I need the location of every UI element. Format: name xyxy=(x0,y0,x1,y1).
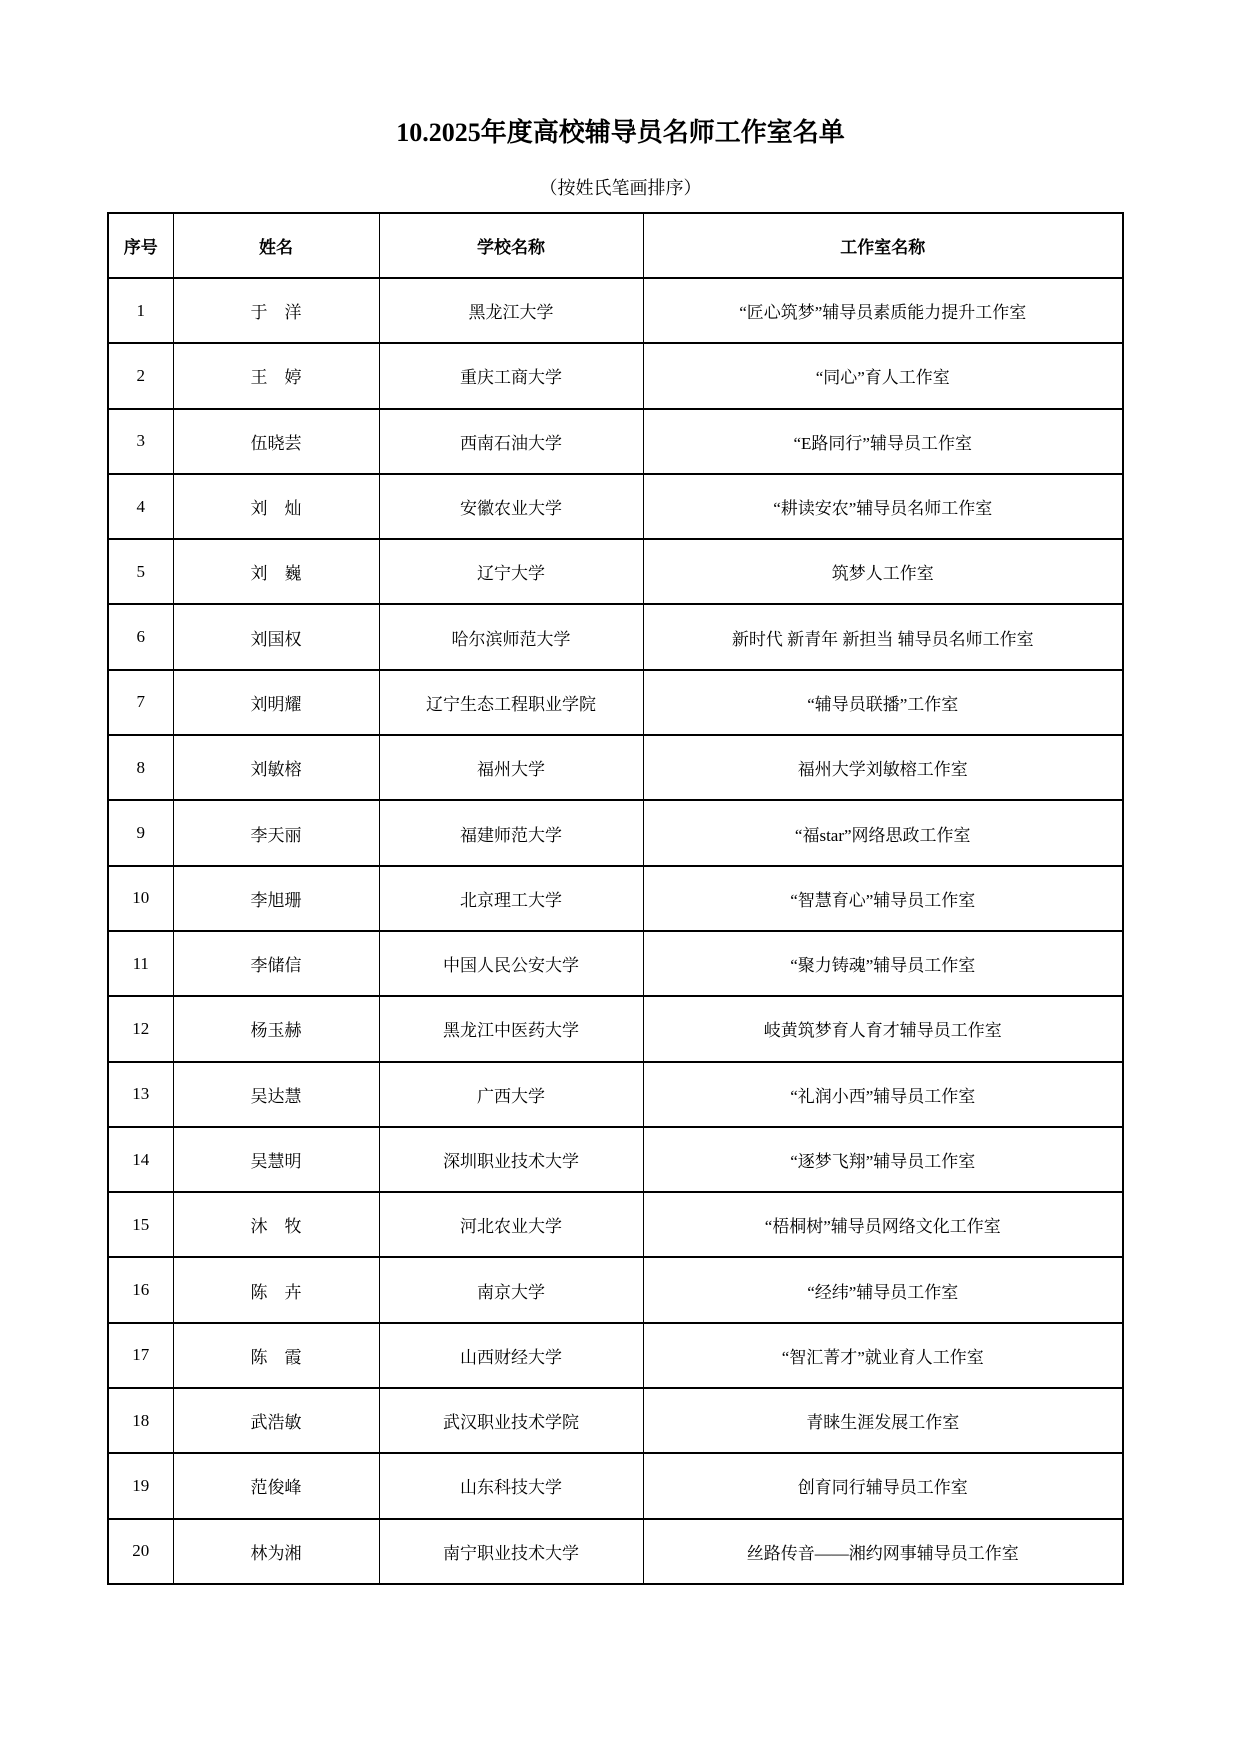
cell-studio: “耕读安农”辅导员名师工作室 xyxy=(643,474,1123,539)
cell-name: 杨玉赫 xyxy=(173,996,379,1061)
table-row xyxy=(108,996,1123,1061)
cell-school: 北京理工大学 xyxy=(379,866,643,931)
cell-school: 辽宁大学 xyxy=(379,539,643,604)
cell-name: 范俊峰 xyxy=(173,1453,379,1518)
cell-serial: 14 xyxy=(108,1127,173,1192)
cell-studio: 筑梦人工作室 xyxy=(643,539,1123,604)
cell-serial: 19 xyxy=(108,1453,173,1518)
table-row xyxy=(108,604,1123,669)
table-row xyxy=(108,1062,1123,1127)
cell-studio: 青睐生涯发展工作室 xyxy=(643,1388,1123,1453)
cell-name: 林为湘 xyxy=(173,1519,379,1584)
cell-school: 武汉职业技术学院 xyxy=(379,1388,643,1453)
cell-name: 李旭珊 xyxy=(173,866,379,931)
table-row xyxy=(108,931,1123,996)
cell-serial: 3 xyxy=(108,409,173,474)
header-row xyxy=(108,213,1123,278)
cell-studio: 岐黄筑梦育人育才辅导员工作室 xyxy=(643,996,1123,1061)
cell-school: 深圳职业技术大学 xyxy=(379,1127,643,1192)
cell-studio: “逐梦飞翔”辅导员工作室 xyxy=(643,1127,1123,1192)
cell-name: 刘国权 xyxy=(173,604,379,669)
header-name: 姓名 xyxy=(173,213,379,278)
workshop-roster-table xyxy=(107,212,1124,1585)
cell-school: 黑龙江中医药大学 xyxy=(379,996,643,1061)
cell-name: 刘敏榕 xyxy=(173,735,379,800)
cell-studio: “辅导员联播”工作室 xyxy=(643,670,1123,735)
cell-name: 王 婷 xyxy=(173,343,379,408)
table-row xyxy=(108,409,1123,474)
cell-studio: “同心”育人工作室 xyxy=(643,343,1123,408)
cell-serial: 17 xyxy=(108,1323,173,1388)
cell-serial: 7 xyxy=(108,670,173,735)
table-row xyxy=(108,1519,1123,1584)
cell-school: 重庆工商大学 xyxy=(379,343,643,408)
cell-name: 李天丽 xyxy=(173,800,379,865)
cell-serial: 15 xyxy=(108,1192,173,1257)
cell-school: 中国人民公安大学 xyxy=(379,931,643,996)
table-row xyxy=(108,1192,1123,1257)
cell-studio: “匠心筑梦”辅导员素质能力提升工作室 xyxy=(643,278,1123,343)
header-serial: 序号 xyxy=(108,213,173,278)
cell-serial: 16 xyxy=(108,1257,173,1322)
table-row xyxy=(108,1453,1123,1518)
cell-serial: 20 xyxy=(108,1519,173,1584)
cell-studio: 丝路传音——湘约网事辅导员工作室 xyxy=(643,1519,1123,1584)
page-title: 10.2025年度高校辅导员名师工作室名单 xyxy=(396,118,845,147)
cell-name: 刘明耀 xyxy=(173,670,379,735)
cell-serial: 8 xyxy=(108,735,173,800)
cell-name: 刘 灿 xyxy=(173,474,379,539)
cell-studio: 福州大学刘敏榕工作室 xyxy=(643,735,1123,800)
table-row xyxy=(108,1127,1123,1192)
cell-school: 安徽农业大学 xyxy=(379,474,643,539)
cell-studio: “福star”网络思政工作室 xyxy=(643,800,1123,865)
cell-studio: 新时代 新青年 新担当 辅导员名师工作室 xyxy=(643,604,1123,669)
table-row xyxy=(108,343,1123,408)
cell-serial: 9 xyxy=(108,800,173,865)
table-row xyxy=(108,670,1123,735)
cell-studio: “智汇菁才”就业育人工作室 xyxy=(643,1323,1123,1388)
cell-name: 陈 卉 xyxy=(173,1257,379,1322)
table-row xyxy=(108,1388,1123,1453)
cell-serial: 6 xyxy=(108,604,173,669)
cell-school: 辽宁生态工程职业学院 xyxy=(379,670,643,735)
cell-school: 福建师范大学 xyxy=(379,800,643,865)
cell-school: 哈尔滨师范大学 xyxy=(379,604,643,669)
cell-school: 广西大学 xyxy=(379,1062,643,1127)
table-row xyxy=(108,735,1123,800)
cell-school: 山东科技大学 xyxy=(379,1453,643,1518)
table-row xyxy=(108,539,1123,604)
cell-name: 伍晓芸 xyxy=(173,409,379,474)
cell-studio: “智慧育心”辅导员工作室 xyxy=(643,866,1123,931)
cell-serial: 2 xyxy=(108,343,173,408)
table-row xyxy=(108,800,1123,865)
table-row xyxy=(108,1323,1123,1388)
cell-serial: 18 xyxy=(108,1388,173,1453)
cell-name: 李储信 xyxy=(173,931,379,996)
cell-studio: “E路同行”辅导员工作室 xyxy=(643,409,1123,474)
cell-serial: 12 xyxy=(108,996,173,1061)
cell-name: 沐 牧 xyxy=(173,1192,379,1257)
cell-name: 陈 霞 xyxy=(173,1323,379,1388)
cell-name: 于 洋 xyxy=(173,278,379,343)
table-header xyxy=(108,213,1123,278)
cell-studio: “礼润小西”辅导员工作室 xyxy=(643,1062,1123,1127)
cell-school: 河北农业大学 xyxy=(379,1192,643,1257)
table-row xyxy=(108,866,1123,931)
cell-name: 刘 巍 xyxy=(173,539,379,604)
cell-serial: 1 xyxy=(108,278,173,343)
cell-serial: 11 xyxy=(108,931,173,996)
cell-school: 南京大学 xyxy=(379,1257,643,1322)
page-subtitle: （按姓氏笔画排序） xyxy=(539,178,702,198)
cell-studio: “经纬”辅导员工作室 xyxy=(643,1257,1123,1322)
table-row xyxy=(108,278,1123,343)
cell-name: 吴达慧 xyxy=(173,1062,379,1127)
cell-school: 山西财经大学 xyxy=(379,1323,643,1388)
cell-name: 吴慧明 xyxy=(173,1127,379,1192)
cell-serial: 13 xyxy=(108,1062,173,1127)
cell-school: 南宁职业技术大学 xyxy=(379,1519,643,1584)
cell-school: 西南石油大学 xyxy=(379,409,643,474)
cell-serial: 4 xyxy=(108,474,173,539)
table-row xyxy=(108,474,1123,539)
cell-serial: 5 xyxy=(108,539,173,604)
cell-studio: “聚力铸魂”辅导员工作室 xyxy=(643,931,1123,996)
table-body xyxy=(108,278,1123,1584)
cell-school: 黑龙江大学 xyxy=(379,278,643,343)
cell-studio: 创育同行辅导员工作室 xyxy=(643,1453,1123,1518)
cell-studio: “梧桐树”辅导员网络文化工作室 xyxy=(643,1192,1123,1257)
cell-serial: 10 xyxy=(108,866,173,931)
cell-name: 武浩敏 xyxy=(173,1388,379,1453)
cell-school: 福州大学 xyxy=(379,735,643,800)
header-school: 学校名称 xyxy=(379,213,643,278)
header-studio: 工作室名称 xyxy=(643,213,1123,278)
table-row xyxy=(108,1257,1123,1322)
